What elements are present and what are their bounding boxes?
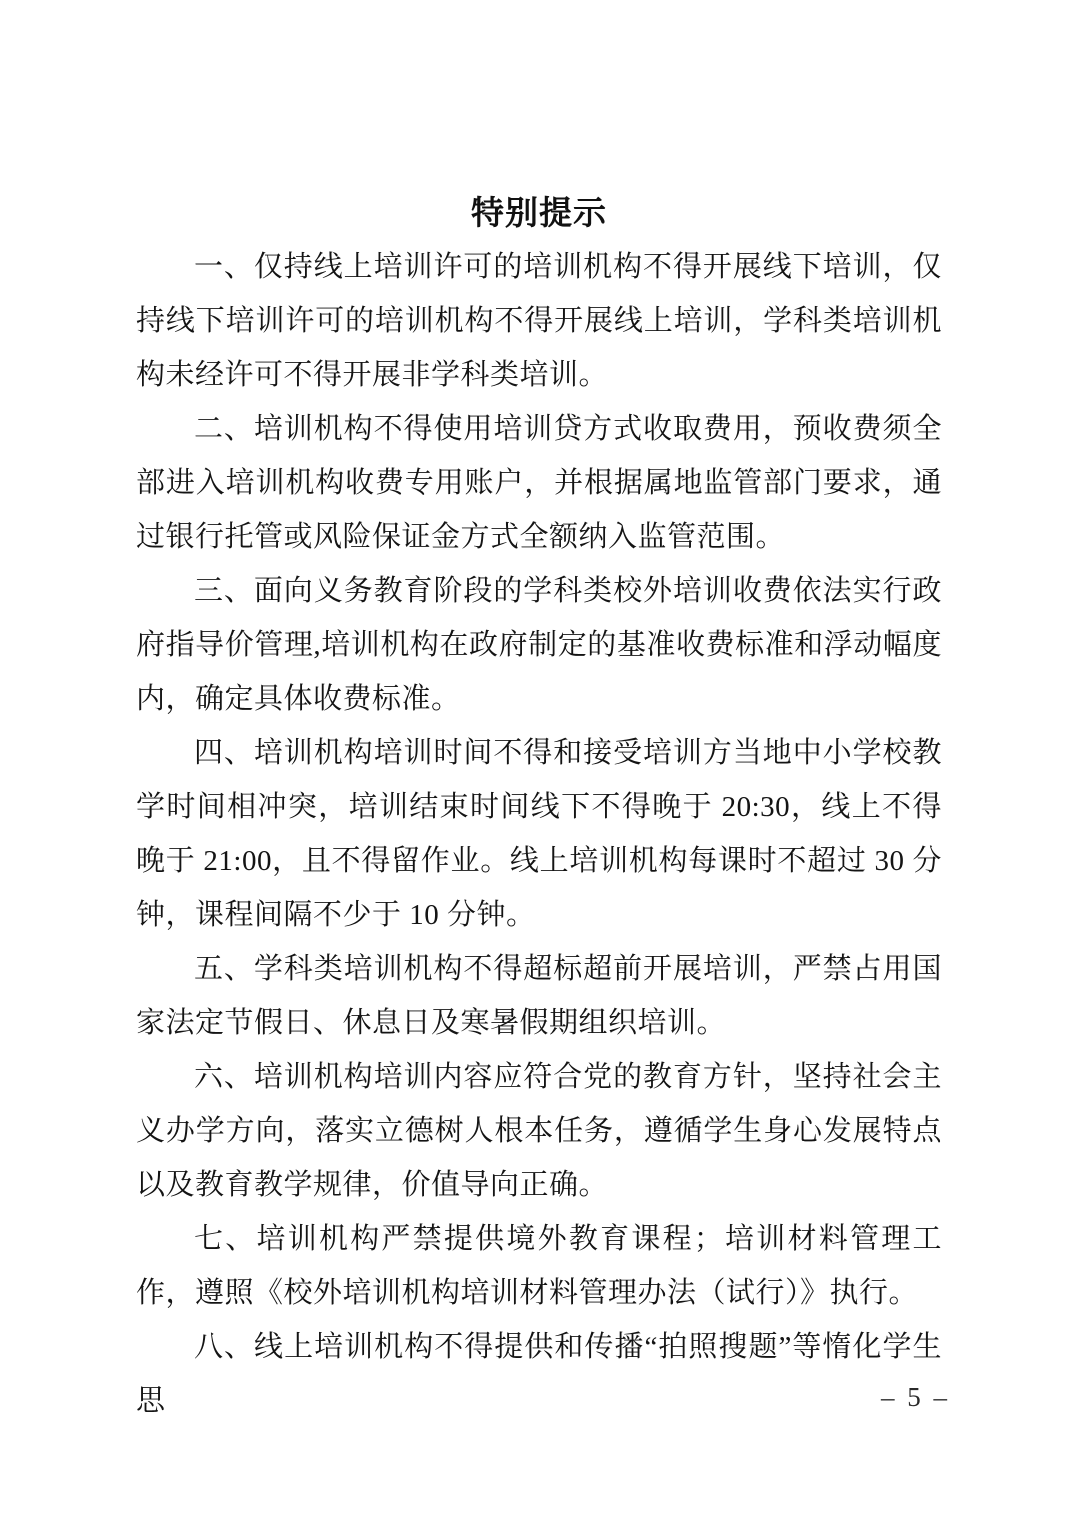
paragraph-2: 二、培训机构不得使用培训贷方式收取费用，预收费须全部进入培训机构收费专用账户，并根据属地监管部门要求，通过银行托管或风险保证金方式全额纳入监管范围。 [136, 413, 942, 553]
document-body [136, 194, 942, 1428]
paragraph-3: 三、面向义务教育阶段的学科类校外培训收费依法实行政府指导价管理,培训机构在政府制定的基准收费标准和浮动幅度内，确定具体收费标准。 [136, 575, 942, 715]
paragraph-1: 一、仅持线上培训许可的培训机构不得开展线下培训，仅持线下培训许可的培训机构不得开展线上培训，学科类培训机构未经许可不得开展非学科类培训。 [136, 251, 942, 391]
paragraph-7: 七、培训机构严禁提供境外教育课程；培训材料管理工作，遵照《校外培训机构培训材料管理办法（试行）》执行。 [136, 1223, 942, 1309]
page-number: – 5 – [881, 1382, 950, 1412]
page-title: 特别提示 [471, 194, 607, 231]
paragraph-6: 六、培训机构培训内容应符合党的教育方针，坚持社会主义办学方向，落实立德树人根本任务，遵循学生身心发展特点以及教育教学规律，价值导向正确。 [136, 1061, 942, 1201]
paragraph-4: 四、培训机构培训时间不得和接受培训方当地中小学校教学时间相冲突，培训结束时间线下不得晚于 20:30，线上不得晚于 21:00，且不得留作业。线上培训机构每课时不超过 30 分钟，课程间隔不少于 10 分钟。 [136, 737, 942, 931]
paragraph-5: 五、学科类培训机构不得超标超前开展培训，严禁占用国家法定节假日、休息日及寒暑假期组织培训。 [136, 953, 942, 1039]
paragraph-8: 八、线上培训机构不得提供和传播“拍照搜题”等惰化学生思 [136, 1331, 942, 1417]
